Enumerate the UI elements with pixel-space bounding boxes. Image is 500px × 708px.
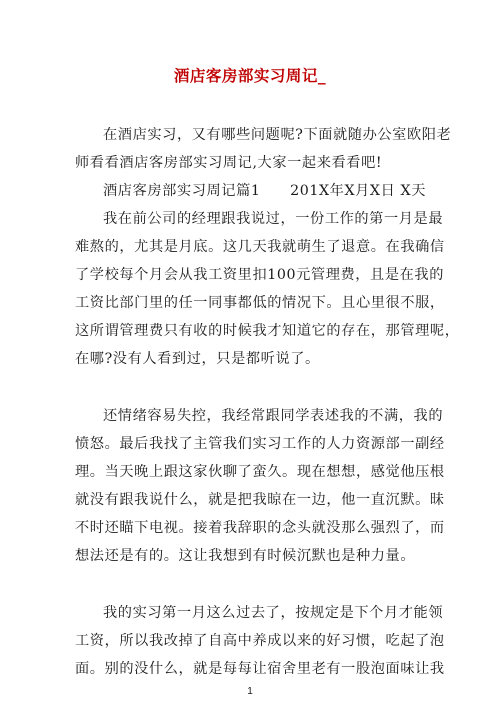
text-line: 我在前公司的经理跟我说过，一份工作的第一月是最 <box>103 211 444 227</box>
text-line: 还情绪容易失控，我经常跟同学表述我的不满，我的 <box>103 408 444 424</box>
text-line: 我的实习第一月这么过去了，按规定是下个月才能领 <box>103 605 444 621</box>
text-line: 理。当天晚上跟这家伙聊了蛮久。现在想想，感觉他压根 <box>75 464 445 480</box>
section-heading: 酒店客房部实习周记篇1 201X年X月X日 X天 <box>103 183 427 199</box>
text-line: 难熬的，尤其是月底。这几天我就萌生了退意。在我确信 <box>75 239 445 255</box>
page-number: 1 <box>247 686 253 697</box>
text-line: 愤怒。最后我找了主管我们实习工作的人力资源部一副经 <box>75 436 445 452</box>
text-line: 面。别的没什么，就是每每让宿舍里老有一股泡面味让我 <box>75 661 445 677</box>
text-line: 工资比部门里的任一同事都低的情况下。且心里很不服， <box>75 295 445 311</box>
text-line: 了学校每个月会从我工资里扣100元管理费，且是在我的 <box>75 267 444 283</box>
text-line: 不时还瞄下电视。接着我辞职的念头就没那么强烈了，而 <box>75 520 445 536</box>
text-line: 就没有跟我说什么，就是把我晾在一边，他一直沉默。昧 <box>75 492 445 508</box>
text-line: 师看看酒店客房部实习周记,大家一起来看看吧! <box>75 155 383 171</box>
text-line: 在酒店实习，又有哪些问题呢?下面就随办公室欧阳老 <box>103 127 452 143</box>
text-line: 想法还是有的。这让我想到有时候沉默也是种力量。 <box>75 548 416 564</box>
text-line: 工资，所以我改掉了自高中养成以来的好习惯，吃起了泡 <box>75 633 445 649</box>
text-line: 这所谓管理费只有收的时候我才知道它的存在，那管理呢， <box>75 323 460 339</box>
document-title: 酒店客房部实习周记_ <box>173 67 327 85</box>
text-line: 在哪?没有人看到过，只是都听说了。 <box>75 351 320 367</box>
